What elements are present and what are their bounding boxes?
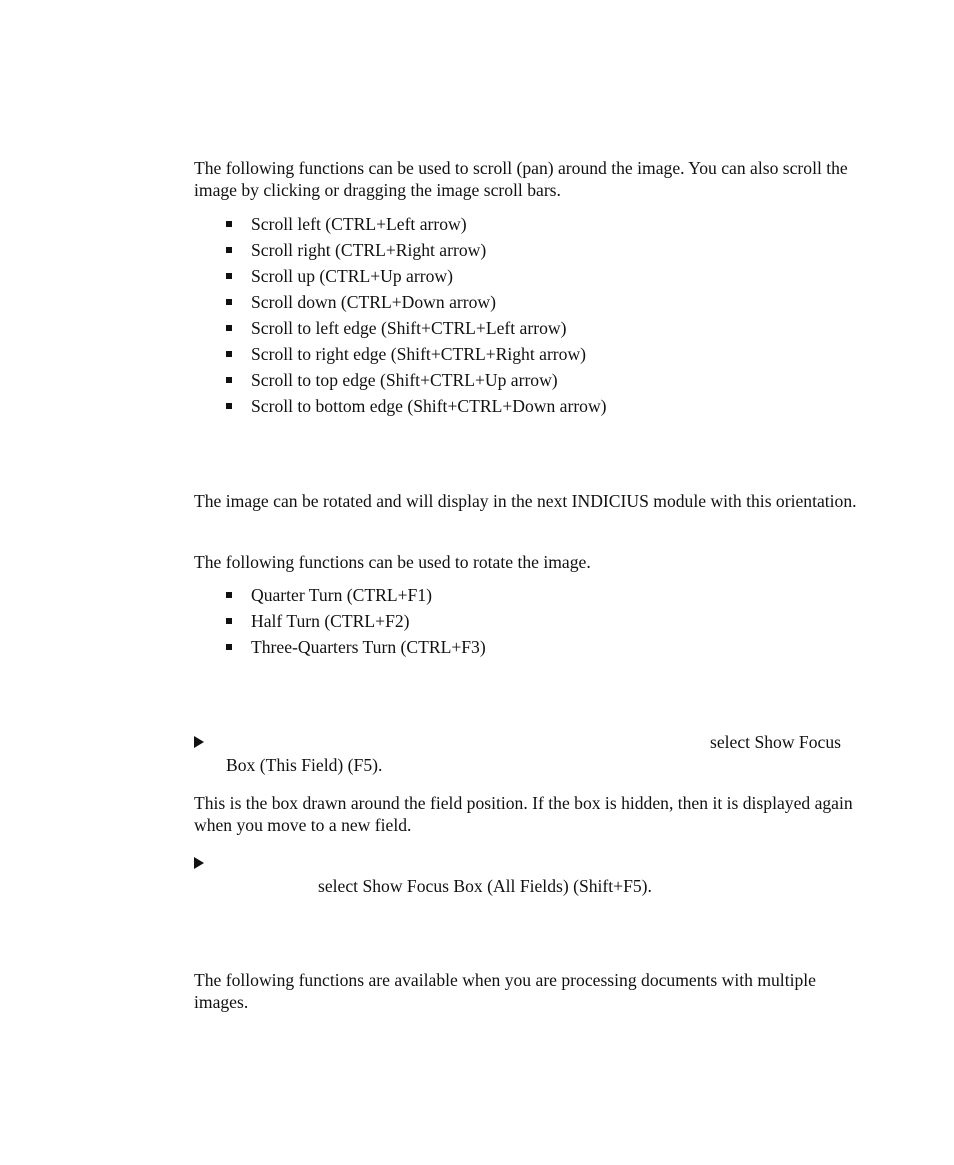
step-text-line2: Box (This Field) (F5). (226, 755, 383, 775)
step-text-line1: select Show Focus (710, 732, 841, 752)
list-item: Scroll left (CTRL+Left arrow) (226, 211, 607, 237)
square-bullet-icon (226, 273, 232, 279)
square-bullet-icon (226, 299, 232, 305)
scroll-function-list (226, 211, 607, 419)
square-bullet-icon (226, 618, 232, 624)
rotate-function-list (226, 582, 486, 660)
list-item: Scroll to top edge (Shift+CTRL+Up arrow) (226, 367, 607, 393)
square-bullet-icon (226, 592, 232, 598)
square-bullet-icon (226, 377, 232, 383)
square-bullet-icon (226, 403, 232, 409)
list-item: Scroll up (CTRL+Up arrow) (226, 263, 607, 289)
square-bullet-icon (226, 221, 232, 227)
step-text-line2: select Show Focus Box (All Fields) (Shift+F5). (318, 876, 652, 896)
focus-note: This is the box drawn around the field position. If the box is hidden, then it is displayed again when you move to a new field. (194, 793, 853, 835)
scroll-intro: The following functions can be used to scroll (pan) around the image. You can also scroll the image by clicking or dragging the image scroll bars. (194, 158, 848, 200)
list-item: Scroll to bottom edge (Shift+CTRL+Down arrow) (226, 393, 607, 419)
list-item: Scroll to right edge (Shift+CTRL+Right arrow) (226, 341, 607, 367)
list-item: Quarter Turn (CTRL+F1) (226, 582, 486, 608)
list-item: Scroll right (CTRL+Right arrow) (226, 237, 607, 263)
square-bullet-icon (226, 351, 232, 357)
square-bullet-icon (226, 247, 232, 253)
list-item: Three-Quarters Turn (CTRL+F3) (226, 634, 486, 660)
list-item: Half Turn (CTRL+F2) (226, 608, 486, 634)
list-item: Scroll down (CTRL+Down arrow) (226, 289, 607, 315)
square-bullet-icon (226, 325, 232, 331)
rotate-lead: The following functions can be used to rotate the image. (194, 552, 591, 572)
multi-image-intro: The following functions are available when you are processing documents with multiple images. (194, 970, 816, 1012)
list-item: Scroll to left edge (Shift+CTRL+Left arrow) (226, 315, 607, 341)
rotate-intro: The image can be rotated and will display in the next INDICIUS module with this orientation. (194, 491, 857, 511)
step-arrow-icon (194, 736, 204, 748)
step-arrow-icon (194, 857, 204, 869)
square-bullet-icon (226, 644, 232, 650)
focus-step-this-field (194, 731, 864, 777)
focus-step-all-fields (194, 852, 864, 898)
